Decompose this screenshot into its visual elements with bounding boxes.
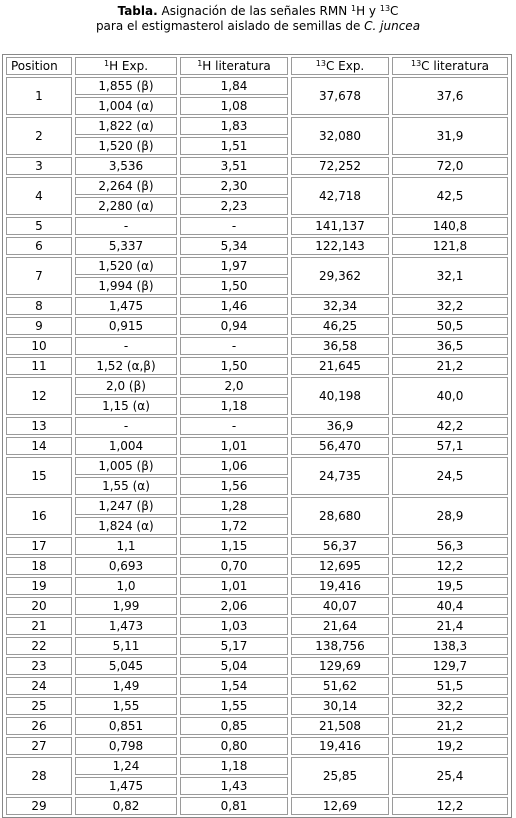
cell-position: 24 (6, 677, 72, 695)
cell-h-exp: 0,693 (75, 557, 177, 575)
cell-c-exp: 21,645 (291, 357, 389, 375)
cell-position: 18 (6, 557, 72, 575)
cell-h-exp: 2,280 (α) (75, 197, 177, 215)
cell-h-exp: 2,0 (β) (75, 377, 177, 395)
cell-h-lit: 5,34 (180, 237, 288, 255)
cell-h-exp: 2,264 (β) (75, 177, 177, 195)
cell-h-exp: 1,247 (β) (75, 497, 177, 515)
cell-position: 14 (6, 437, 72, 455)
header-c-lit: $^{13}$C literatura (392, 57, 508, 75)
header-position: Position (6, 57, 72, 75)
cell-c-lit: 32,1 (392, 257, 508, 295)
cell-h-lit: 1,18 (180, 397, 288, 415)
caption-line-2 (0, 19, 516, 34)
table-row (6, 237, 508, 255)
cell-c-lit: 36,5 (392, 337, 508, 355)
table-row (6, 417, 508, 435)
cell-h-lit: 2,30 (180, 177, 288, 195)
caption-text-b: H y (356, 4, 380, 18)
table-row (6, 217, 508, 235)
cell-h-exp: - (75, 417, 177, 435)
cell-h-exp: 5,11 (75, 637, 177, 655)
cell-position: 20 (6, 597, 72, 615)
cell-position: 6 (6, 237, 72, 255)
cell-h-lit: 1,15 (180, 537, 288, 555)
cell-h-lit: 0,80 (180, 737, 288, 755)
table-row (6, 597, 508, 615)
cell-c-lit: 37,6 (392, 77, 508, 115)
cell-c-exp: 28,680 (291, 497, 389, 535)
cell-h-exp: 1,24 (75, 757, 177, 775)
table-row (6, 557, 508, 575)
cell-position: 16 (6, 497, 72, 535)
cell-position: 3 (6, 157, 72, 175)
cell-h-lit: 1,06 (180, 457, 288, 475)
cell-h-lit: 1,01 (180, 437, 288, 455)
table-row (6, 657, 508, 675)
cell-h-lit: 2,06 (180, 597, 288, 615)
caption-text-a: Asignación de las señales RMN (161, 4, 351, 18)
cell-h-exp: 1,1 (75, 537, 177, 555)
cell-c-exp: 32,34 (291, 297, 389, 315)
cell-h-lit: 0,94 (180, 317, 288, 335)
cell-h-lit: 1,97 (180, 257, 288, 275)
cell-c-exp: 36,58 (291, 337, 389, 355)
cell-h-lit: 1,50 (180, 357, 288, 375)
header-c-exp: $^{13}$C Exp. (291, 57, 389, 75)
caption-text-c: C (390, 4, 399, 18)
cell-c-exp: 122,143 (291, 237, 389, 255)
table-row (6, 497, 508, 515)
cell-position: 13 (6, 417, 72, 435)
cell-h-lit: 0,85 (180, 717, 288, 735)
cell-c-lit: 19,2 (392, 737, 508, 755)
cell-h-exp: 1,520 (β) (75, 137, 177, 155)
cell-c-exp: 29,362 (291, 257, 389, 295)
cell-position: 1 (6, 77, 72, 115)
table-row (6, 697, 508, 715)
cell-h-lit: 5,17 (180, 637, 288, 655)
cell-c-exp: 138,756 (291, 637, 389, 655)
cell-position: 28 (6, 757, 72, 795)
cell-position: 7 (6, 257, 72, 295)
cell-h-lit: 1,72 (180, 517, 288, 535)
caption-sup-c: 13 (379, 4, 391, 13)
cell-position: 19 (6, 577, 72, 595)
cell-h-exp: - (75, 337, 177, 355)
cell-c-lit: 40,4 (392, 597, 508, 615)
table-row (6, 457, 508, 475)
cell-h-lit: 1,28 (180, 497, 288, 515)
table-row (6, 297, 508, 315)
cell-h-exp: 1,55 (α) (75, 477, 177, 495)
table-row (6, 737, 508, 755)
cell-h-lit: 1,51 (180, 137, 288, 155)
cell-c-exp: 12,695 (291, 557, 389, 575)
cell-c-exp: 32,080 (291, 117, 389, 155)
cell-position: 4 (6, 177, 72, 215)
cell-c-lit: 32,2 (392, 297, 508, 315)
cell-c-exp: 21,508 (291, 717, 389, 735)
nmr-table (2, 54, 512, 818)
cell-h-lit: 1,46 (180, 297, 288, 315)
cell-h-exp: 0,798 (75, 737, 177, 755)
cell-h-lit: 0,70 (180, 557, 288, 575)
table-row (6, 797, 508, 815)
cell-h-exp: 1,004 (α) (75, 97, 177, 115)
cell-h-lit: 2,23 (180, 197, 288, 215)
cell-c-exp: 36,9 (291, 417, 389, 435)
cell-h-exp: 1,005 (β) (75, 457, 177, 475)
cell-position: 21 (6, 617, 72, 635)
table-row (6, 337, 508, 355)
cell-position: 29 (6, 797, 72, 815)
cell-position: 27 (6, 737, 72, 755)
cell-c-lit: 56,3 (392, 537, 508, 555)
cell-h-lit: 1,43 (180, 777, 288, 795)
cell-c-lit: 19,5 (392, 577, 508, 595)
cell-h-exp: 1,824 (α) (75, 517, 177, 535)
cell-c-lit: 31,9 (392, 117, 508, 155)
header-row (6, 57, 508, 75)
cell-h-exp: 1,855 (β) (75, 77, 177, 95)
cell-c-lit: 129,7 (392, 657, 508, 675)
cell-h-exp: 5,045 (75, 657, 177, 675)
cell-c-lit: 21,2 (392, 717, 508, 735)
table-row (6, 317, 508, 335)
cell-h-lit: - (180, 217, 288, 235)
table-caption (0, 0, 516, 38)
cell-c-exp: 40,198 (291, 377, 389, 415)
cell-h-exp: 0,851 (75, 717, 177, 735)
table-row (6, 677, 508, 695)
table-row (6, 717, 508, 735)
cell-c-exp: 56,37 (291, 537, 389, 555)
cell-h-lit: - (180, 417, 288, 435)
cell-c-lit: 121,8 (392, 237, 508, 255)
cell-position: 22 (6, 637, 72, 655)
cell-h-lit: 1,50 (180, 277, 288, 295)
cell-position: 2 (6, 117, 72, 155)
cell-position: 15 (6, 457, 72, 495)
cell-c-lit: 21,4 (392, 617, 508, 635)
cell-h-lit: 3,51 (180, 157, 288, 175)
caption-species: C. juncea (364, 19, 421, 33)
table-row (6, 757, 508, 775)
cell-c-lit: 12,2 (392, 797, 508, 815)
cell-c-exp: 42,718 (291, 177, 389, 215)
cell-h-exp: 1,15 (α) (75, 397, 177, 415)
cell-position: 8 (6, 297, 72, 315)
caption-line-1 (0, 4, 516, 19)
cell-c-lit: 42,5 (392, 177, 508, 215)
cell-h-lit: 1,18 (180, 757, 288, 775)
cell-c-lit: 25,4 (392, 757, 508, 795)
cell-c-lit: 40,0 (392, 377, 508, 415)
cell-c-exp: 19,416 (291, 737, 389, 755)
cell-c-exp: 40,07 (291, 597, 389, 615)
cell-position: 26 (6, 717, 72, 735)
cell-h-lit: 2,0 (180, 377, 288, 395)
table-row (6, 257, 508, 275)
table-row (6, 377, 508, 395)
table-row (6, 157, 508, 175)
cell-h-lit: - (180, 337, 288, 355)
cell-c-lit: 51,5 (392, 677, 508, 695)
table-row (6, 117, 508, 135)
cell-c-lit: 12,2 (392, 557, 508, 575)
header-h-exp: $^1$H Exp. (75, 57, 177, 75)
table-body (6, 77, 508, 815)
table-row (6, 177, 508, 195)
cell-c-lit: 72,0 (392, 157, 508, 175)
cell-h-lit: 1,55 (180, 697, 288, 715)
cell-h-exp: 1,473 (75, 617, 177, 635)
header-h-lit: $^1$H literatura (180, 57, 288, 75)
cell-h-lit: 1,84 (180, 77, 288, 95)
cell-h-exp: 1,520 (α) (75, 257, 177, 275)
cell-position: 25 (6, 697, 72, 715)
cell-c-lit: 140,8 (392, 217, 508, 235)
cell-c-lit: 57,1 (392, 437, 508, 455)
cell-c-lit: 32,2 (392, 697, 508, 715)
cell-h-exp: 1,0 (75, 577, 177, 595)
cell-h-lit: 1,54 (180, 677, 288, 695)
cell-h-exp: 1,994 (β) (75, 277, 177, 295)
cell-h-lit: 5,04 (180, 657, 288, 675)
cell-h-exp: 1,475 (75, 297, 177, 315)
cell-h-exp: 1,822 (α) (75, 117, 177, 135)
cell-c-lit: 24,5 (392, 457, 508, 495)
table-row (6, 537, 508, 555)
cell-c-exp: 25,85 (291, 757, 389, 795)
cell-c-exp: 72,252 (291, 157, 389, 175)
cell-h-lit: 1,03 (180, 617, 288, 635)
cell-c-exp: 56,470 (291, 437, 389, 455)
cell-position: 9 (6, 317, 72, 335)
cell-position: 12 (6, 377, 72, 415)
cell-position: 11 (6, 357, 72, 375)
cell-h-lit: 1,83 (180, 117, 288, 135)
cell-h-exp: 0,82 (75, 797, 177, 815)
cell-c-lit: 138,3 (392, 637, 508, 655)
cell-h-exp: 1,004 (75, 437, 177, 455)
table-row (6, 77, 508, 95)
cell-c-lit: 50,5 (392, 317, 508, 335)
cell-position: 17 (6, 537, 72, 555)
cell-h-exp: - (75, 217, 177, 235)
cell-c-exp: 24,735 (291, 457, 389, 495)
cell-c-lit: 21,2 (392, 357, 508, 375)
cell-c-exp: 129,69 (291, 657, 389, 675)
table-row (6, 437, 508, 455)
table-row (6, 577, 508, 595)
cell-h-exp: 1,49 (75, 677, 177, 695)
cell-c-exp: 51,62 (291, 677, 389, 695)
cell-h-exp: 1,52 (α,β) (75, 357, 177, 375)
cell-h-exp: 5,337 (75, 237, 177, 255)
cell-h-lit: 1,56 (180, 477, 288, 495)
cell-c-exp: 30,14 (291, 697, 389, 715)
cell-h-lit: 1,08 (180, 97, 288, 115)
caption-label: Tabla. (117, 4, 158, 18)
table-row (6, 617, 508, 635)
cell-h-lit: 1,01 (180, 577, 288, 595)
cell-c-lit: 42,2 (392, 417, 508, 435)
table-row (6, 637, 508, 655)
cell-h-exp: 1,475 (75, 777, 177, 795)
cell-c-lit: 28,9 (392, 497, 508, 535)
cell-position: 10 (6, 337, 72, 355)
table-row (6, 357, 508, 375)
cell-h-exp: 0,915 (75, 317, 177, 335)
caption-sup-h: 1 (351, 4, 357, 13)
cell-c-exp: 12,69 (291, 797, 389, 815)
caption-text-d: para el estigmasterol aislado de semillas de (95, 19, 365, 33)
cell-h-lit: 0,81 (180, 797, 288, 815)
cell-position: 23 (6, 657, 72, 675)
cell-position: 5 (6, 217, 72, 235)
cell-h-exp: 1,55 (75, 697, 177, 715)
cell-h-exp: 1,99 (75, 597, 177, 615)
cell-c-exp: 141,137 (291, 217, 389, 235)
cell-h-exp: 3,536 (75, 157, 177, 175)
cell-c-exp: 46,25 (291, 317, 389, 335)
cell-c-exp: 19,416 (291, 577, 389, 595)
cell-c-exp: 37,678 (291, 77, 389, 115)
cell-c-exp: 21,64 (291, 617, 389, 635)
